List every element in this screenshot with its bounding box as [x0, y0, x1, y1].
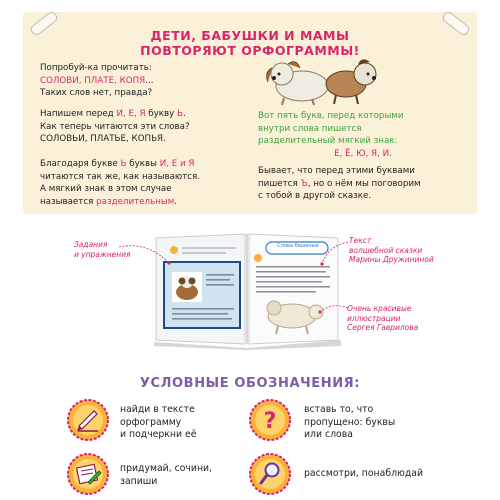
callout-arrow: [117, 241, 177, 271]
open-book-illustration: [150, 232, 345, 350]
notebook-pencil-icon: [66, 452, 110, 496]
text-line: Вот пять букв, перед которыми: [258, 111, 404, 121]
magnifier-icon: [248, 452, 292, 496]
callout-tasks: Задания и упражнения: [74, 240, 131, 259]
text-block-separating: [40, 158, 250, 208]
text-line: Благодаря букве Ь буквы И, Е и Я: [40, 159, 195, 169]
letters-list: Е, Ё, Ю, Я, И.: [334, 148, 392, 159]
pencil-underline-icon: [66, 398, 110, 442]
legend-item-insert-missing: вставь то, что пропущено: буквы или слова: [304, 404, 396, 441]
text-line: Напишем перед И, Е, Я букву Ь.: [40, 109, 186, 119]
legend-item-compose-write: придумай, сочини, запиши: [120, 463, 213, 487]
text-line: Таких слов нет, правда?: [40, 88, 153, 99]
callout-fairy-tale-text: Текст волшебной сказки Марины Дружининой: [349, 236, 434, 264]
dogs-illustration: [262, 50, 382, 108]
text-line: называется разделительным.: [40, 196, 178, 207]
text-block-hard-sign: [258, 165, 468, 203]
text-line: Попробуй-ка прочитать:: [40, 63, 152, 73]
text-line: А мягкий знак в этом случае: [40, 184, 172, 195]
callout-illustrations: Очень красивые иллюстрации Сергея Гаврилова: [347, 304, 419, 332]
text-line: СОЛОВЬИ, ПЛАТЬЕ, КОПЬЯ.: [40, 134, 166, 145]
text-line: пишется Ъ, но о нём мы поговорим: [258, 178, 421, 189]
text-line: внутри слова пишется: [258, 123, 362, 134]
text-block-five-letters: [258, 110, 468, 160]
question-mark-icon: [248, 398, 292, 442]
legend-item-observe: рассмотри, понаблюдай: [304, 468, 424, 479]
legend-item-find-orthogram: найди в тексте орфограмму и подчеркни её: [120, 404, 197, 441]
text-line: разделительный мягкий знак:: [258, 136, 398, 147]
callout-arrow: [318, 238, 352, 268]
text-line: читаются так же, как называются.: [40, 171, 201, 182]
text-line: Как теперь читаются эти слова?: [40, 121, 190, 132]
card-title-line1: ДЕТИ, БАБУШКИ И МАМЫ: [150, 28, 350, 43]
text-line: Бывает, что перед этими буквами: [258, 166, 415, 176]
text-block-try-read: [40, 62, 250, 100]
svg-text:?: ?: [263, 409, 277, 434]
book-page-header: Слова бешеные: [277, 243, 319, 249]
card-title-line2: ПОВТОРЯЮТ ОРФОГРАММЫ!: [140, 43, 360, 58]
text-line: с тобой в другой сказке.: [258, 191, 372, 202]
callout-arrow: [316, 298, 350, 320]
text-block-write-soft-sign: [40, 108, 250, 146]
legend-title: УСЛОВНЫЕ ОБОЗНАЧЕНИЯ:: [139, 376, 361, 391]
text-line: СОЛОВИ, ПЛАТЕ, КОПЯ...: [40, 75, 154, 86]
